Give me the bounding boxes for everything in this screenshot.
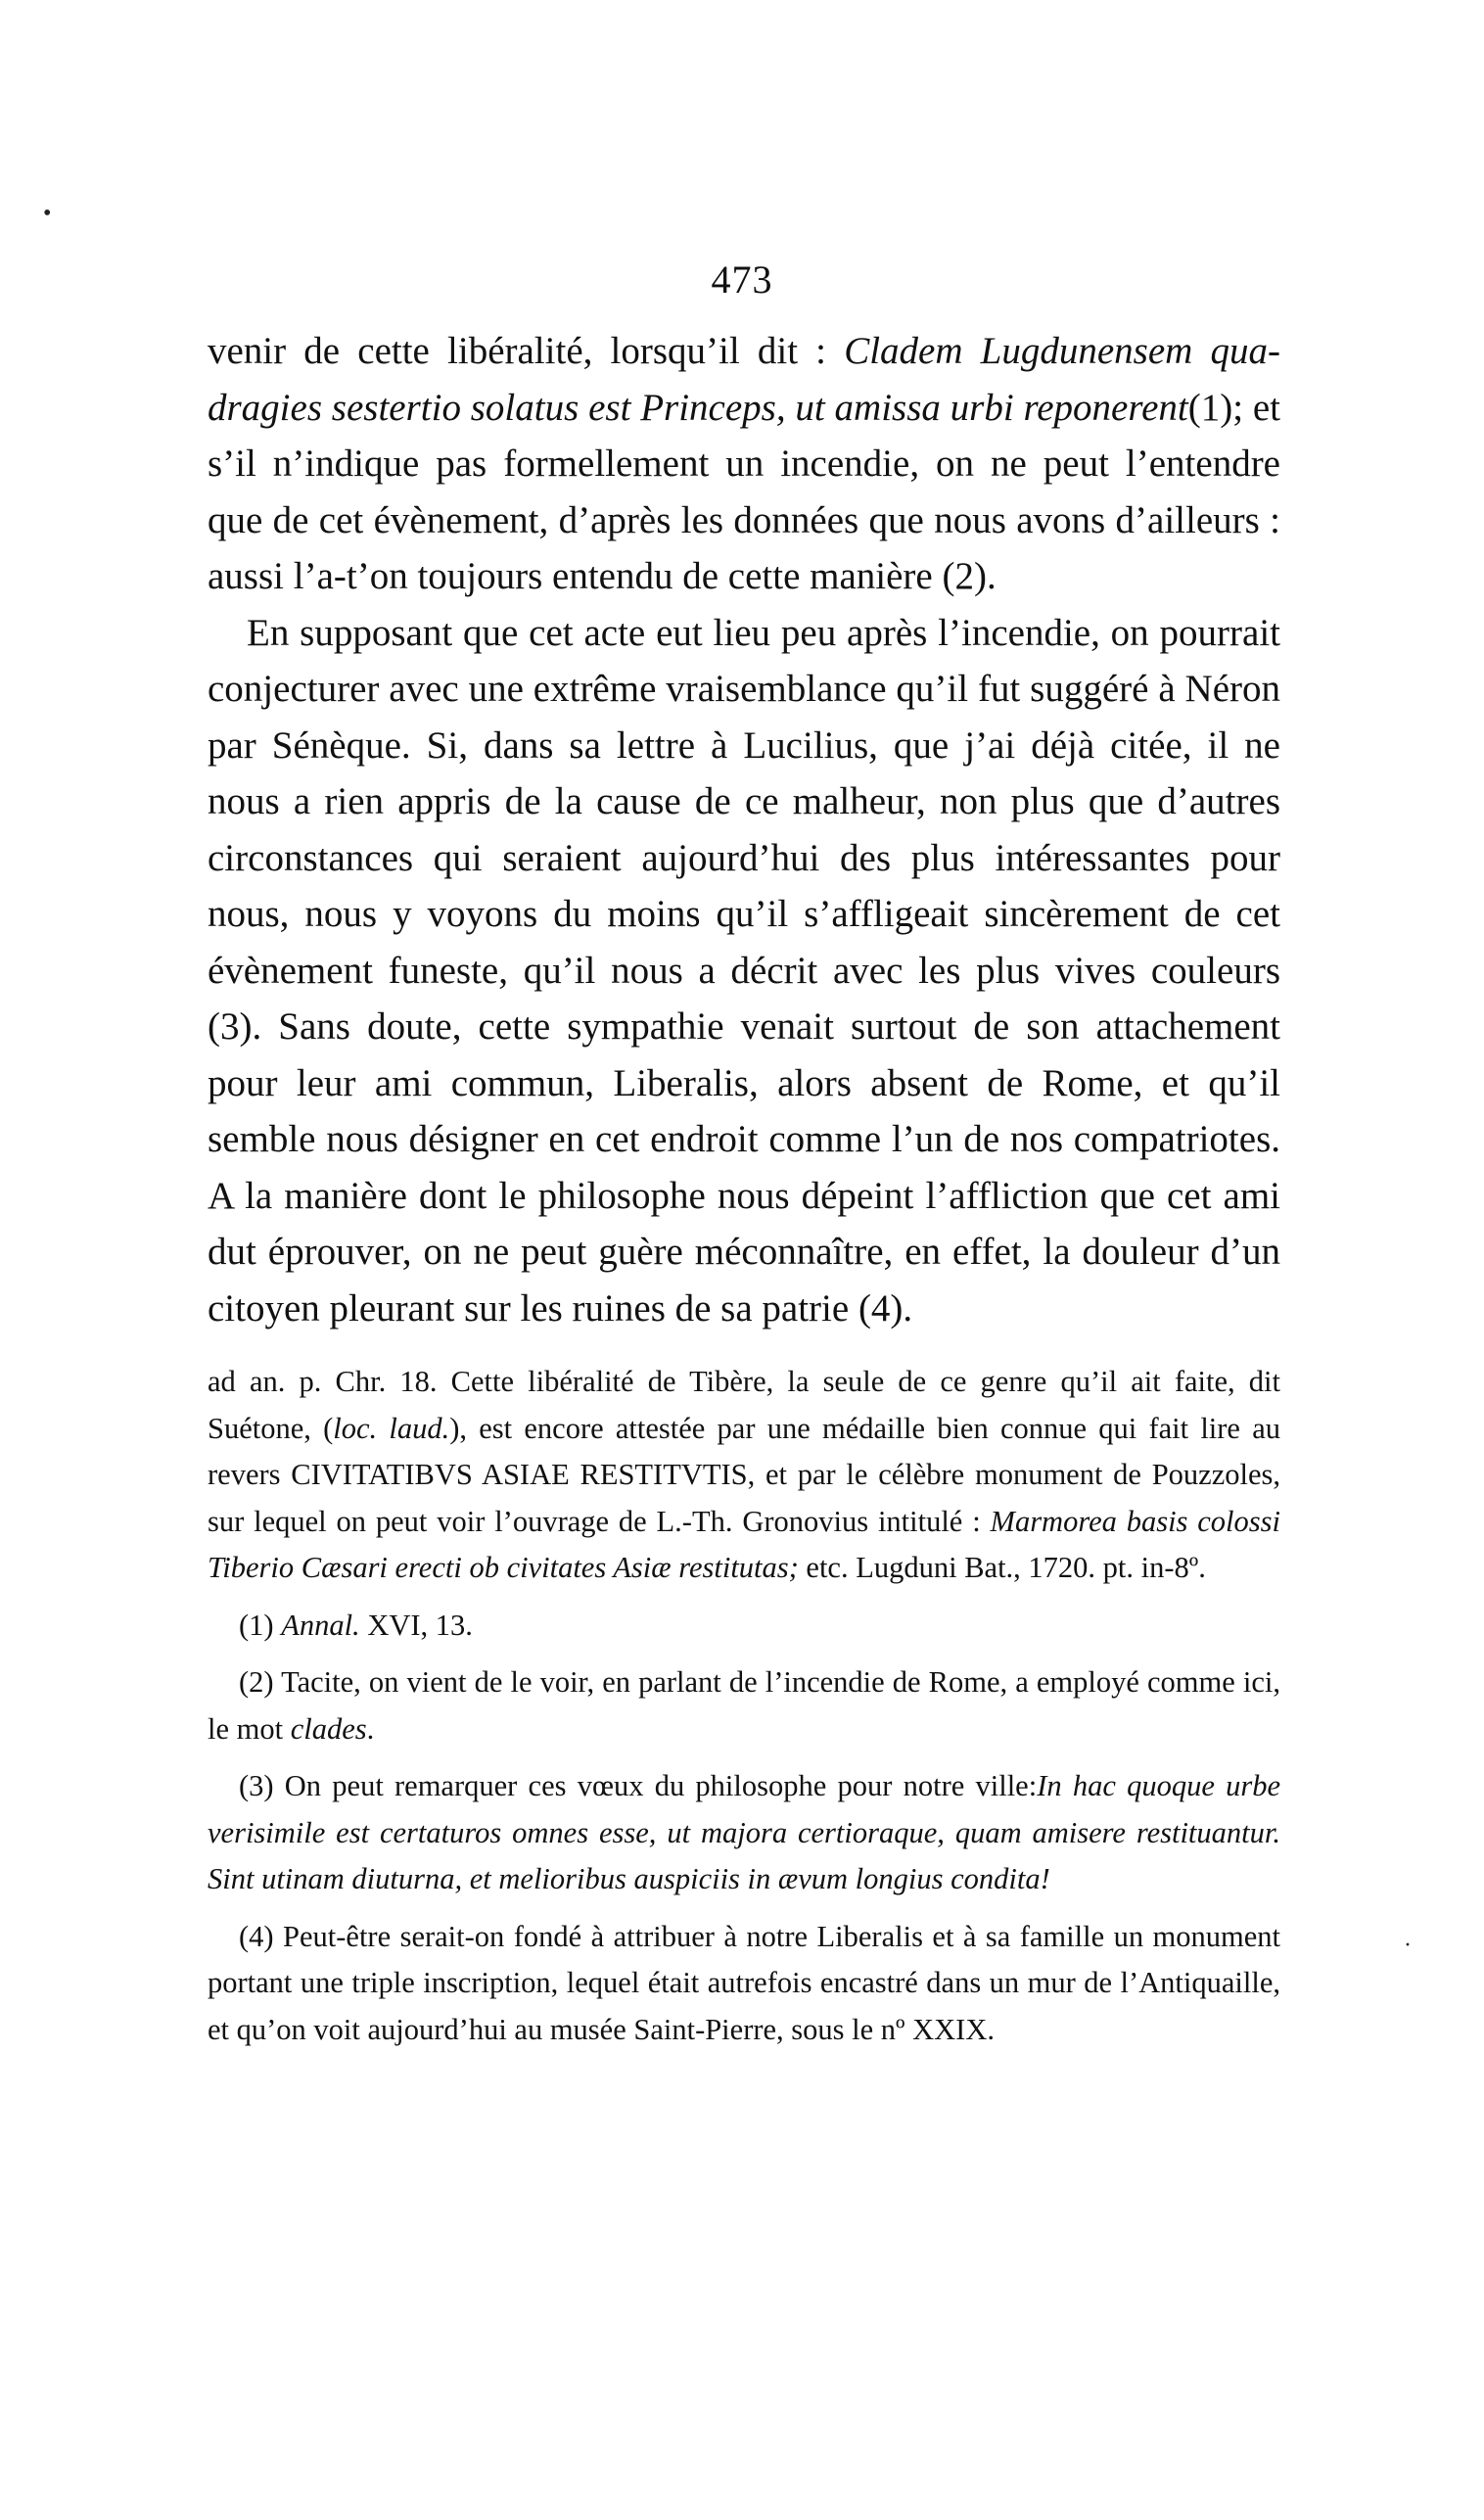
ink-speck: ·: [1404, 1933, 1412, 1958]
footnote-1: (1) Annal. XVI, 13.: [239, 1608, 473, 1642]
footnote-3: (3) On peut remarquer ces vœux du philosophe pour notre ville:In hac quoque urbe verisimile est certaturos omnes esse, ut majora certioraque, quam amisere restituantur. Sint utinam diuturna, et melioribus auspiciis in ævum longius condita!: [208, 1769, 1281, 1895]
latin-quotation: Cladem Lugdunensem quadragies sestertio solatus est Princeps, ut amissa urbi reponerent: [208, 330, 1280, 429]
page-number: 473: [711, 257, 773, 302]
ink-speck: •: [43, 201, 52, 226]
footnotes: [208, 1359, 1280, 2064]
paragraph: venir de cette libéralité, lorsqu’il dit : Cladem Lugdunensem quadragies sestertio solatus est Princeps, ut amissa urbi reponerent(1); et s’il n’indique pas formellement un incendie, on ne peut l’entendre que de cet évènement, d’après les données que nous avons d’ailleurs : aussi l’a-t’on toujours entendu de cette manière (2).: [208, 330, 1280, 597]
footnote-2: (2) Tacite, on vient de le voir, en parlant de l’incendie de Rome, a employé comme ici, le mot clades.: [208, 1665, 1280, 1746]
main-text: [208, 323, 1280, 1336]
paragraph: En supposant que cet acte eut lieu peu après l’incendie, on pourrait conjecturer avec une extrême vraisemblance qu’il fut suggéré à Néron par Sénèque. Si, dans sa lettre à Lucilius, que j’ai déjà citée, il ne nous a rien appris de la cause de ce malheur, non plus que d’autres circonstances qui seraient aujourd’hui des plus intéressantes pour nous, nous y voyons du moins qu’il s’affligeait sincèrement de cet évènement funeste, qu’il nous a décrit avec les plus vives couleurs (3). Sans doute, cette sympathie venait surtout de son attachement pour leur ami commun, Liberalis, alors absent de Rome, et qu’il semble nous désigner en cet endroit comme l’un de nos compatriotes. A la manière dont le philosophe nous dépeint l’affliction que cet ami dut éprouver, on ne peut guère méconnaître, en effet, la douleur d’un citoyen pleurant sur les ruines de sa patrie (4).: [208, 611, 1280, 1330]
footnote-4: (4) Peut-être serait-on fondé à attribuer à notre Liberalis et à sa famille un monument portant une triple inscription, lequel était autrefois encastré dans un mur de l’Antiquaille, et qu’on voit aujourd’hui au musée Saint-Pierre, sous le nº XXIX.: [208, 1919, 1280, 2046]
footnote-continuation: ad an. p. Chr. 18. Cette libéralité de Tibère, la seule de ce genre qu’il ait faite, dit Suétone, (loc. laud.), est encore attestée par une médaille bien connue qui fait lire au revers CIVITATIBVS ASIAE RESTITVTIS, et par le célèbre monument de Pouzzoles, sur lequel on peut voir l’ouvrage de L.-Th. Gronovius intitulé : Marmorea basis colossi Tiberio Cæsari erecti ob civitates Asiæ restitutas; etc. Lugduni Bat., 1720. pt. in-8º.: [208, 1365, 1280, 1584]
